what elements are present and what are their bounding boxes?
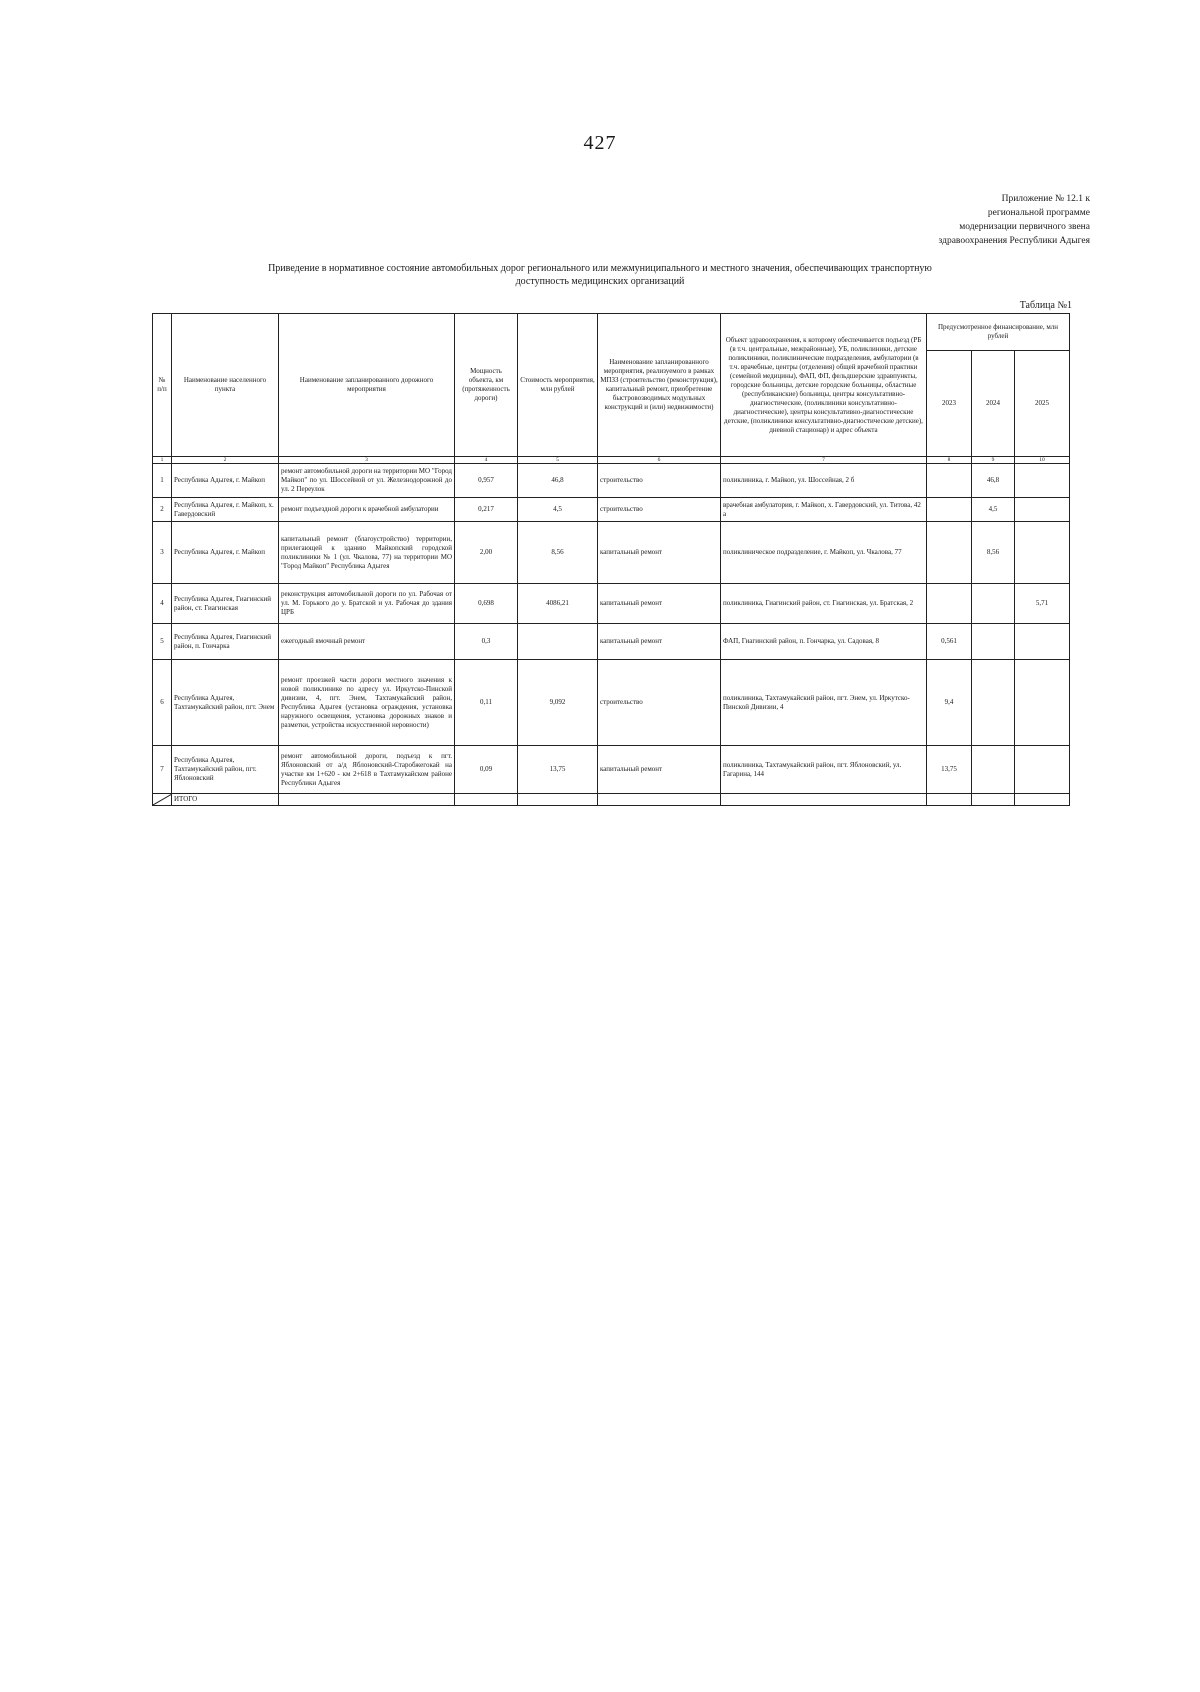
row-2023: 13,75 [927,746,972,794]
column-number: 7 [721,457,927,464]
row-settlement: Республика Адыгея, Тахтамукайский район, пгт. Энем [172,660,279,746]
table-row [153,464,1070,498]
row-2023 [927,522,972,584]
row-object: поликлиника, г. Майкоп, ул. Шоссейная, 2 б [721,464,927,498]
total-diagonal-cell [153,794,172,806]
row-capacity: 2,00 [455,522,518,584]
row-object: поликлиника, Гиагинский район, ст. Гиагинская, ул. Братская, 2 [721,584,927,624]
row-num: 1 [153,464,172,498]
row-2025 [1015,660,1070,746]
row-2023: 0,561 [927,624,972,660]
row-activity: ремонт подъездной дороги к врачебной амбулатории [279,498,455,522]
total-cell [972,794,1015,806]
row-num: 6 [153,660,172,746]
row-2025 [1015,746,1070,794]
row-cost: 9,092 [518,660,598,746]
header-capacity: Мощность объекта, км (протяженность дороги) [455,314,518,457]
total-cell [721,794,927,806]
title-line: Приведение в нормативное состояние автомобильных дорог регионального или межмуниципального и местного значения, обеспечивающих транспортную [268,263,932,274]
table-row [153,746,1070,794]
row-object: поликлиника, Тахтамукайский район, пгт. Яблоновский, ул. Гагарина, 144 [721,746,927,794]
header-year-2025: 2025 [1015,351,1070,457]
total-cell [1015,794,1070,806]
row-object: поликлиническое подразделение, г. Майкоп, ул. Чкалова, 77 [721,522,927,584]
row-cost: 46,8 [518,464,598,498]
row-object: ФАП, Гиагинский район, п. Гончарка, ул. Садовая, 8 [721,624,927,660]
row-2024: 46,8 [972,464,1015,498]
table-row [153,498,1070,522]
row-cost: 4086,21 [518,584,598,624]
row-settlement: Республика Адыгея, Гиагинский район, п. Гончарка [172,624,279,660]
row-cost [518,624,598,660]
header-year-2023: 2023 [927,351,972,457]
row-2024 [972,660,1015,746]
row-mpz: строительство [598,660,721,746]
table-label: Таблица №1 [1019,300,1072,311]
row-num: 4 [153,584,172,624]
appendix-line: здравоохранения Республики Адыгея [938,236,1090,246]
header-cost: Стоимость мероприятия, млн рублей [518,314,598,457]
table-row [153,522,1070,584]
table-row [153,624,1070,660]
row-capacity: 0,217 [455,498,518,522]
total-cell [279,794,455,806]
page-number: 427 [583,132,617,154]
table-row [153,660,1070,746]
total-row [153,794,1070,806]
row-capacity: 0,957 [455,464,518,498]
appendix-line: региональной программе [987,208,1090,218]
roads-table [152,313,1070,806]
total-cell [455,794,518,806]
column-number: 2 [172,457,279,464]
row-settlement: Республика Адыгея, Гиагинский район, ст. Гиагинская [172,584,279,624]
row-num: 3 [153,522,172,584]
header-year-2024: 2024 [972,351,1015,457]
document-title [150,262,1050,288]
row-num: 7 [153,746,172,794]
column-number-row [153,457,1070,464]
row-2023 [927,584,972,624]
header-mpz: Наименование запланированного мероприятия, реализуемого в рамках МПЗЗ (строительство (реконструкция), капитальный ремонт, приобретение быстровозводимых модульных конструкций и (или) недвижимости) [598,314,721,457]
table-row [153,584,1070,624]
row-cost: 13,75 [518,746,598,794]
column-number: 1 [153,457,172,464]
appendix-line: модернизации первичного звена [959,222,1090,232]
row-2024 [972,746,1015,794]
header-num: № п/п [153,314,172,457]
row-mpz: капитальный ремонт [598,746,721,794]
row-object: поликлиника, Тахтамукайский район, пгт. Энем, ул. Иркутско-Пинской Дивизии, 4 [721,660,927,746]
row-2024: 8,56 [972,522,1015,584]
total-label: ИТОГО [172,794,279,806]
column-number: 4 [455,457,518,464]
row-activity: ремонт проезжей части дороги местного значения к новой поликлинике по адресу ул. Иркутско-Пинской дивизии, 4, пгт. Энем, Тахтамукайский район, Республика Адыгея (установка ограждения, установка наружного освещения, установка дорожных знаков и разметки, устройства искусственной неровности) [279,660,455,746]
row-mpz: капитальный ремонт [598,624,721,660]
title-line: доступность медицинских организаций [515,276,685,287]
row-2024 [972,584,1015,624]
row-2023 [927,498,972,522]
row-capacity: 0,3 [455,624,518,660]
header-object: Объект здравоохранения, к которому обеспечивается подъезд (РБ (в т.ч. центральные, межрайонные), УБ, поликлиники, детские поликлиники, поликлинические подразделения, амбулатории (в т.ч. врачебные, центры (отделения) общей врачебной практики (семейной медицины), ФАП, ФП, фельдшерские здравпункты, городские больницы, детские городские больницы, областные (республиканские) больницы, центры консультативно-диагностические, (поликлиники консультативно-диагностические), центры консультативно-диагностические детские, (поликлиники консультативно-диагностические детские), дневной стационар) и адрес объекта [721,314,927,457]
header-financing: Предусмотренное финансирование, млн рублей [927,314,1070,351]
appendix-line: Приложение № 12.1 к [1001,194,1090,204]
row-capacity: 0,11 [455,660,518,746]
row-2024 [972,624,1015,660]
row-capacity: 0,698 [455,584,518,624]
row-object: врачебная амбулатория, г. Майкоп, х. Гавердовский, ул. Титова, 42 а [721,498,927,522]
row-2025 [1015,464,1070,498]
column-number: 10 [1015,457,1070,464]
row-capacity: 0,09 [455,746,518,794]
row-settlement: Республика Адыгея, г. Майкоп [172,464,279,498]
row-mpz: капитальный ремонт [598,522,721,584]
row-cost: 8,56 [518,522,598,584]
row-2025 [1015,522,1070,584]
row-mpz: строительство [598,464,721,498]
row-2025 [1015,498,1070,522]
column-number: 8 [927,457,972,464]
header-activity: Наименование запланированного дорожного мероприятия [279,314,455,457]
row-num: 5 [153,624,172,660]
row-2023 [927,464,972,498]
row-mpz: капитальный ремонт [598,584,721,624]
row-activity: ремонт автомобильной дороги, подъезд к пгт. Яблоновский от а/д Яблоновский-Старобжегокай на участке км 1+620 - км 2+618 в Тахтамукайском районе Республики Адыгея [279,746,455,794]
row-2025: 5,71 [1015,584,1070,624]
row-activity: капитальный ремонт (благоустройство) территории, прилегающей к зданию Майкопский городской поликлиники № 1 (ул. Чкалова, 77) на территории МО "Город Майкоп" Республика Адыгея [279,522,455,584]
row-settlement: Республика Адыгея, г. Майкоп [172,522,279,584]
column-number: 3 [279,457,455,464]
column-number: 5 [518,457,598,464]
row-num: 2 [153,498,172,522]
row-2023: 9,4 [927,660,972,746]
total-cell [518,794,598,806]
header-settlement: Наименование населенного пункта [172,314,279,457]
row-activity: ежегодный ямочный ремонт [279,624,455,660]
column-number: 9 [972,457,1015,464]
total-cell [927,794,972,806]
diagonal-stroke [153,794,172,805]
column-number: 6 [598,457,721,464]
row-2024: 4,5 [972,498,1015,522]
row-activity: реконструкция автомобильной дороги по ул. Рабочая от ул. М. Горького до у. Братской и ул. Рабочая до здания ЦРБ [279,584,455,624]
row-cost: 4,5 [518,498,598,522]
total-cell [598,794,721,806]
row-settlement: Республика Адыгея, г. Майкоп, х. Гавердовский [172,498,279,522]
row-settlement: Республика Адыгея, Тахтамукайский район, пгт. Яблоновский [172,746,279,794]
row-mpz: строительство [598,498,721,522]
row-2025 [1015,624,1070,660]
appendix-note [830,192,1090,248]
row-activity: ремонт автомобильной дороги на территории МО "Город Майкоп" по ул. Шоссейной от ул. Железнодорожной до ул. 2 Переулок [279,464,455,498]
